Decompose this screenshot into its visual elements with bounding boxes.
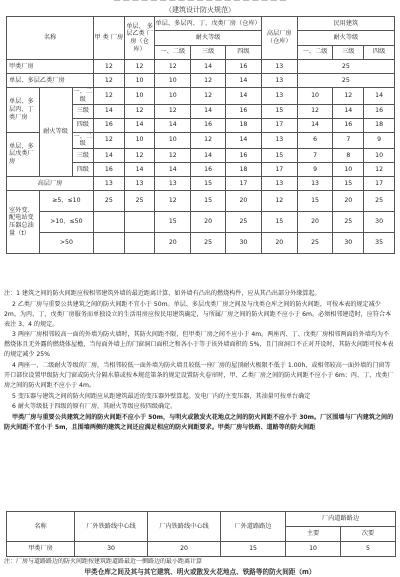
row-label: 甲类厂房: [7, 542, 75, 557]
cell: 20: [261, 233, 297, 254]
note-5: 5 变压器与建筑之间的防火间距应从距建筑最近的变压器外壁算起。发电厂内的主变压器，其油量可按单台确定: [12, 392, 311, 400]
row-label: 单层、多层丙、丁类厂房: [7, 88, 40, 133]
cell: 18: [226, 163, 262, 177]
cell: 20: [155, 233, 191, 254]
cell: 12: [94, 60, 125, 74]
cell: 25: [297, 233, 333, 254]
header-civil-rating: 耐火等级: [297, 31, 394, 45]
cell: 17: [364, 177, 395, 191]
cell: 15: [333, 177, 364, 191]
table-row: [7, 60, 395, 74]
bottom-title: 甲类仓库之间及其与其它建筑、明火或散发火花地点、铁路等的防火间距（m）: [84, 568, 316, 576]
row-label: 甲类厂房: [7, 60, 94, 74]
row-label: 单层、多层乙类厂房: [7, 74, 94, 88]
cell: >50: [39, 233, 93, 254]
cell: 12: [191, 88, 226, 105]
cell: 14: [124, 163, 155, 177]
header-yi: 单层、 多 层乙类 厂房（仓 库）: [124, 17, 155, 60]
cell: 12: [124, 60, 155, 74]
cell: 17: [226, 177, 262, 191]
cell: 16: [94, 118, 125, 132]
cell: 13: [261, 60, 297, 74]
cell: 30: [226, 233, 262, 254]
cell: 10: [124, 88, 155, 105]
table-row: [7, 74, 395, 88]
note-1: 注：1 建筑之间的防火间距应按相邻建筑外墙的最近距离计算，如外墙有凸出的燃烧构件，应从其凸出部分外缘算起。: [4, 290, 321, 297]
cell: 10: [286, 542, 341, 557]
cell: 14: [191, 60, 226, 74]
cell: 四级: [72, 163, 94, 177]
row-label: 耐火等级: [39, 88, 72, 177]
cell: 三级: [72, 149, 94, 163]
header-g3: 三级: [191, 45, 226, 59]
cell: 20: [191, 212, 226, 233]
cell: 12: [261, 191, 297, 212]
cell: 20: [297, 212, 333, 233]
cell: [94, 212, 125, 233]
cell: 15: [155, 212, 191, 233]
header-fire-rating: 耐火等级: [155, 31, 261, 45]
row-label: 单层、多层戊类厂房: [7, 132, 40, 177]
rail-header-minor: 次要: [341, 527, 396, 542]
cell: 30: [364, 212, 395, 233]
cell: 16: [191, 163, 226, 177]
cell: [124, 212, 155, 233]
cell: 25: [226, 212, 262, 233]
cell: 16: [226, 104, 262, 118]
cell: 13: [261, 88, 297, 105]
cell: 14: [155, 118, 191, 132]
cell: 14: [191, 149, 226, 163]
cell: 12: [94, 88, 125, 105]
cell: 5: [341, 542, 396, 557]
row-label: 高层厂房: [7, 177, 94, 191]
cell: 14: [94, 104, 125, 118]
header-jia: 甲 类 厂房: [94, 17, 125, 60]
table-row: [7, 212, 395, 233]
header-c12: 一、二级: [297, 45, 333, 59]
cell: 10: [297, 88, 333, 105]
cell: 14: [94, 149, 125, 163]
cell: 7: [333, 132, 364, 149]
cell: 14: [226, 132, 262, 149]
table-row: [7, 88, 395, 105]
cell: 14: [297, 118, 333, 132]
cell: 12: [297, 104, 333, 118]
cell: 三级: [72, 104, 94, 118]
cell: 12: [155, 191, 191, 212]
cell: 10: [155, 132, 191, 149]
cell: 15: [261, 149, 297, 163]
cell: ≥5、≤10: [39, 191, 93, 212]
table-row: [7, 233, 395, 254]
cell: 14: [124, 118, 155, 132]
cell: 25: [191, 233, 226, 254]
cell: 16: [94, 163, 125, 177]
cell: 13: [261, 177, 297, 191]
cell: 10: [124, 74, 155, 88]
cell: 一、二级: [73, 88, 93, 103]
cell: 20: [148, 542, 221, 557]
table-row: [7, 191, 395, 212]
cell: 20: [226, 191, 262, 212]
note-6: 6 耐火等级低于四级的原有厂房，其耐火等级应按四级确定。: [12, 403, 177, 411]
cell: 13: [155, 177, 191, 191]
cell: 12: [94, 132, 125, 149]
cell: 9: [364, 132, 395, 149]
cell: 16: [226, 60, 262, 74]
cell: 12: [124, 149, 155, 163]
rail-header-road-out: 厂外道路路边: [221, 512, 286, 542]
cell: 25: [124, 191, 155, 212]
cell: 15: [297, 191, 333, 212]
cell: 30: [333, 233, 364, 254]
cell: 一、二级: [73, 132, 93, 148]
cell: 12: [364, 163, 395, 177]
cell: 25: [364, 191, 395, 212]
cell: 10: [364, 149, 395, 163]
cell: 16: [191, 118, 226, 132]
cell: 14: [364, 88, 395, 105]
cell: 25: [333, 212, 364, 233]
cell: >10、≤50: [39, 212, 93, 233]
cell: 13: [124, 177, 155, 191]
cell: 12: [94, 74, 125, 88]
rail-header-name: 名称: [7, 512, 75, 542]
cell: 35: [364, 233, 395, 254]
header-g12: 一、二级: [155, 45, 191, 59]
cell: 17: [261, 118, 297, 132]
cell: 15: [261, 212, 297, 233]
cell: 10: [333, 163, 364, 177]
notes-section: [4, 289, 394, 434]
fire-distance-table: [6, 16, 395, 254]
cell: 8: [333, 149, 364, 163]
cell: 9: [297, 163, 333, 177]
header-c4: 四级: [364, 45, 395, 59]
cell: 14: [226, 74, 262, 88]
header-g4: 四级: [226, 45, 262, 59]
cell: 14: [333, 104, 364, 118]
rail-header-rail-in: 厂内铁路线中心线: [148, 512, 221, 542]
cell: 12: [124, 104, 155, 118]
note-3: 3 两座厂房相邻较高一面的外墙为防火墙时，其防火间距不限，但甲类厂房之间不应小于 4m。两座丙、丁、戊类厂房相邻两面的外墙均为不燃烧体且无外露的燃烧体屋檐，当每面外墙上的门窗洞口面积之和各小于等于该外墙面积的 5%，且门窗洞口不正对开设时，其防火间距可按本表的规定减少 25%: [4, 331, 394, 359]
cell: 18: [226, 118, 262, 132]
cell: 10: [155, 88, 191, 105]
cell: 14: [226, 88, 262, 105]
note-4: 4 两座一、二级耐火等级的厂房，当相邻较低一面外墙为防火墙且较低一座厂房的屋顶耐火极限不低于 1.00h，或相邻较高一面外墙的门窗等开口部位设置甲级防火门窗或防火分隔水幕或按本规范第条的规定设置防火卷帘时，甲、乙类厂房之间的防火间距不应小于 6m；丙、丁、戊类厂房之间的防火间距不应小于 4m。: [4, 362, 394, 389]
header-c3: 三级: [333, 45, 364, 59]
cell: 12: [191, 132, 226, 149]
cell: 16: [333, 118, 364, 132]
header-high: 高层厂房（仓库）: [261, 17, 297, 60]
document-subtitle: （建筑设计防火规范）: [165, 5, 235, 14]
cell: 15: [191, 177, 226, 191]
cell: 20: [333, 191, 364, 212]
rail-header-rail-out: 厂外铁路线中心线: [75, 512, 148, 542]
rail-header-main: 主要: [286, 527, 341, 542]
cell: 14: [191, 104, 226, 118]
cell: 10: [155, 74, 191, 88]
cell: 15: [191, 191, 226, 212]
table-row: [7, 177, 395, 191]
cell: 17: [261, 163, 297, 177]
cell: 15: [221, 542, 286, 557]
cell: 12: [155, 149, 191, 163]
document-header: [0, 0, 400, 16]
note-bottom: 注：厂房与道路路边的防火间距按建筑距道路最近一侧路边的最小距离计算: [4, 558, 203, 565]
cell: 25: [94, 191, 125, 212]
cell: 14: [155, 163, 191, 177]
cell: [124, 233, 155, 254]
rail-header-road-in: 厂内道路路边: [286, 512, 396, 527]
cell: 13: [297, 177, 333, 191]
cell: 16: [364, 104, 395, 118]
header-bingdingwu: 单层、多层丙、丁、戊类厂房（仓库）: [155, 17, 261, 31]
cell: 13: [94, 177, 125, 191]
cell: 18: [364, 118, 395, 132]
cell: 13: [261, 74, 297, 88]
cell: 15: [261, 104, 297, 118]
header-name: 名称: [7, 17, 94, 60]
cell: 25: [297, 74, 394, 88]
cut-title: — — — — — — — — — — — — — — — — — — —: [113, 0, 287, 4]
header-civil: 民用建筑: [297, 17, 394, 31]
railway-distance-table: [6, 511, 396, 557]
cell: 30: [75, 542, 148, 557]
cell: 6: [297, 132, 333, 149]
cell: 12: [333, 88, 364, 105]
note-2: 2 乙类厂房与重要公共建筑之间的防火间距不宜小于 50m。单层、多层戊类厂房之间及与戊类仓库之间的防火间距，可按本表的规定减少 2m。为丙、丁、戊类厂房服务而单独设立的生活用房应按民用建筑确定，与所属厂房之间的防火间距不应小于 6m。必须相邻建造时，应符合本表注 3、4 的规定。: [4, 300, 392, 328]
row-label: 室外变、配电站变压器总油量（t）: [7, 191, 40, 254]
cell: 10: [124, 132, 155, 149]
cell: 12: [155, 104, 191, 118]
bold-note: 甲类厂房与重要公共建筑之间的防火间距不应小于 50m，与明火或散发火花地点之间的防火间距不应小于 30m。厂区围墙与厂内建筑之间的防火间距不宜小于 5m，且围墙两侧的建筑之间还应满足相应的防火间距要求。甲类厂房与铁路、道路等的防火间距: [4, 414, 394, 432]
cell: [94, 233, 125, 254]
cell: 16: [226, 149, 262, 163]
table-row: [7, 542, 396, 557]
cell: 12: [191, 74, 226, 88]
cell: 12: [155, 60, 191, 74]
cell: 7: [297, 149, 333, 163]
cell: 13: [261, 132, 297, 149]
cell: 25: [297, 60, 394, 74]
cell: 四级: [72, 118, 94, 132]
